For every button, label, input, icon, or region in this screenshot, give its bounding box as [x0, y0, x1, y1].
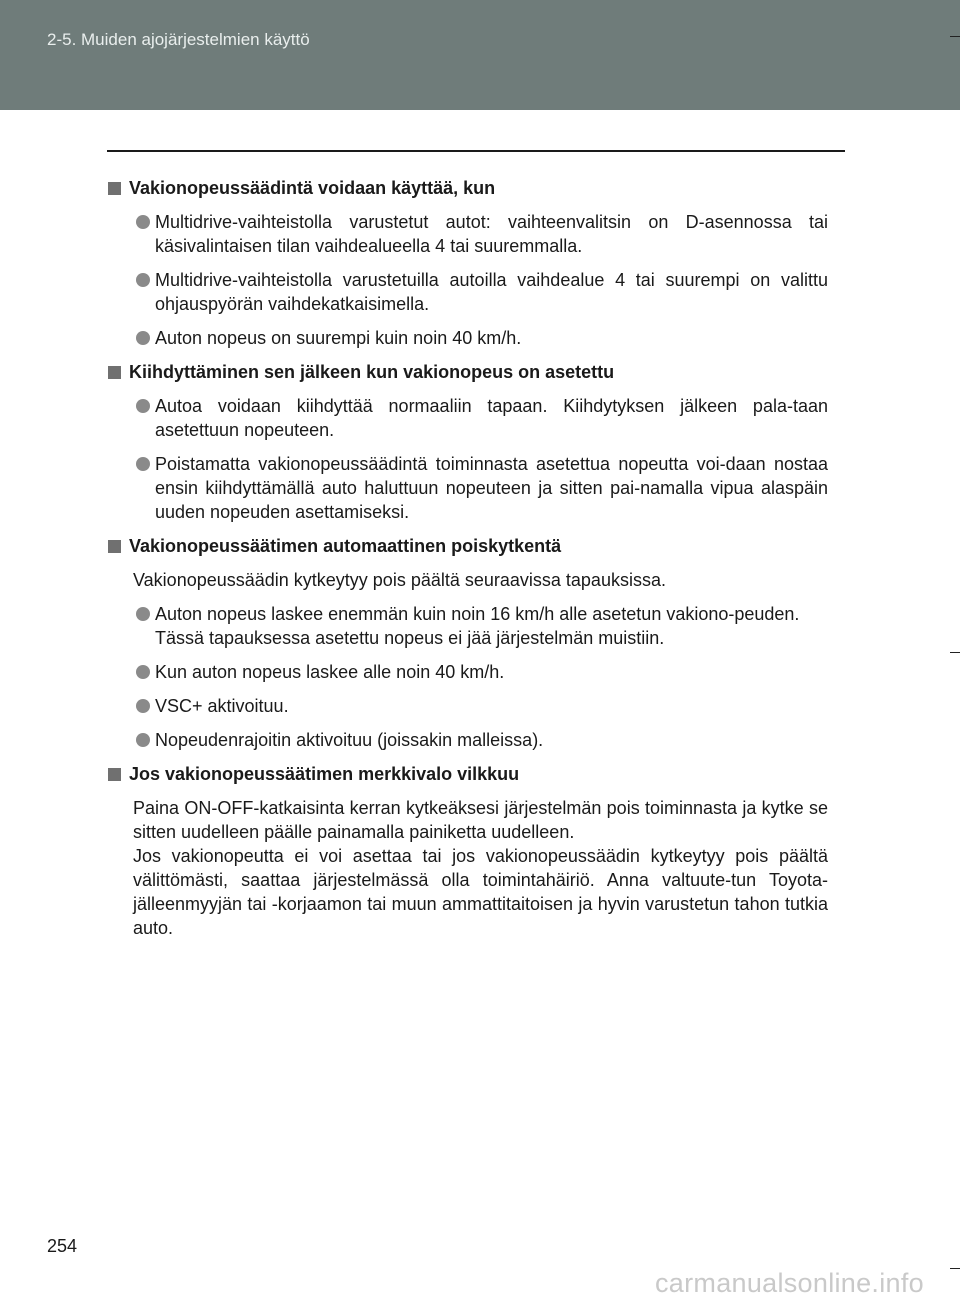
section-heading: Kiihdyttäminen sen jälkeen kun vakionopeus on asetettu [108, 360, 828, 384]
crop-mark [950, 652, 960, 653]
top-rule [107, 150, 845, 152]
section-heading: Vakionopeussäädintä voidaan käyttää, kun [108, 176, 828, 200]
list-item: Nopeudenrajoitin aktivoituu (joissakin malleissa). [108, 728, 828, 752]
section-body: Paina ON-OFF-katkaisinta kerran kytkeäksesi järjestelmän pois toiminnasta ja kytke se sitten uudelleen päälle painamalla painiketta uudelleen. Jos vakionopeutta ei voi asettaa tai jos vakionopeussäädin kytkeytyy pois päältä välittömästi, saattaa järjestelmässä olla toimintahäiriö. Anna valtuute-tun Toyota-jälleenmyyjän tai -korjaamon tai muun ammattitaitoisen ja hyvin varustetun tahon tutkia auto. [133, 798, 828, 938]
list-item: Multidrive-vaihteistolla varustetut autot: vaihteenvalitsin on D-asennossa tai käsivalintaisen tilan vaihdealueella 4 tai suuremmalla. [108, 210, 828, 258]
chapter-title: 2-5. Muiden ajojärjestelmien käyttö [47, 30, 310, 49]
list-item: Autoa voidaan kiihdyttää normaaliin tapaan. Kiihdytyksen jälkeen pala-taan asetettuun nopeuteen. [108, 394, 828, 442]
crop-mark [950, 1268, 960, 1269]
list-item: Auton nopeus laskee enemmän kuin noin 16 km/h alle asetetun vakiono-peuden. Tässä tapauksessa asetettu nopeus ei jää järjestelmän muistiin. [108, 602, 828, 650]
round-bullet-icon [136, 733, 150, 747]
round-bullet-icon [136, 273, 150, 287]
round-bullet-icon [136, 457, 150, 471]
round-bullet-icon [136, 331, 150, 345]
square-bullet-icon [108, 540, 121, 553]
watermark: carmanualsonline.info [655, 1268, 924, 1298]
header-band [0, 0, 960, 110]
page-content [108, 176, 828, 940]
round-bullet-icon [136, 399, 150, 413]
square-bullet-icon [108, 768, 121, 781]
crop-mark [950, 36, 960, 37]
square-bullet-icon [108, 366, 121, 379]
round-bullet-icon [136, 215, 150, 229]
page-number: 254 [47, 1236, 78, 1256]
square-bullet-icon [108, 182, 121, 195]
section-intro: Vakionopeussäädin kytkeytyy pois päältä seuraavissa tapauksissa. [133, 570, 666, 590]
list-item: Multidrive-vaihteistolla varustetuilla autoilla vaihdealue 4 tai suurempi on valittu ohjauspyörän vaihdekatkaisimella. [108, 268, 828, 316]
section-heading: Vakionopeussäätimen automaattinen poiskytkentä [108, 534, 828, 558]
round-bullet-icon [136, 607, 150, 621]
list-item: Auton nopeus on suurempi kuin noin 40 km/h. [108, 326, 828, 350]
list-item: Kun auton nopeus laskee alle noin 40 km/h. [108, 660, 828, 684]
list-item: Poistamatta vakionopeussäädintä toiminnasta asetettua nopeutta voi-daan nostaa ensin kiihdyttämällä auto haluttuun nopeuteen ja sitten pai-namalla vipua alaspäin uuden nopeuden asettamiseksi. [108, 452, 828, 524]
round-bullet-icon [136, 665, 150, 679]
list-item: VSC+ aktivoituu. [108, 694, 828, 718]
round-bullet-icon [136, 699, 150, 713]
section-heading: Jos vakionopeussäätimen merkkivalo vilkkuu [108, 762, 828, 786]
